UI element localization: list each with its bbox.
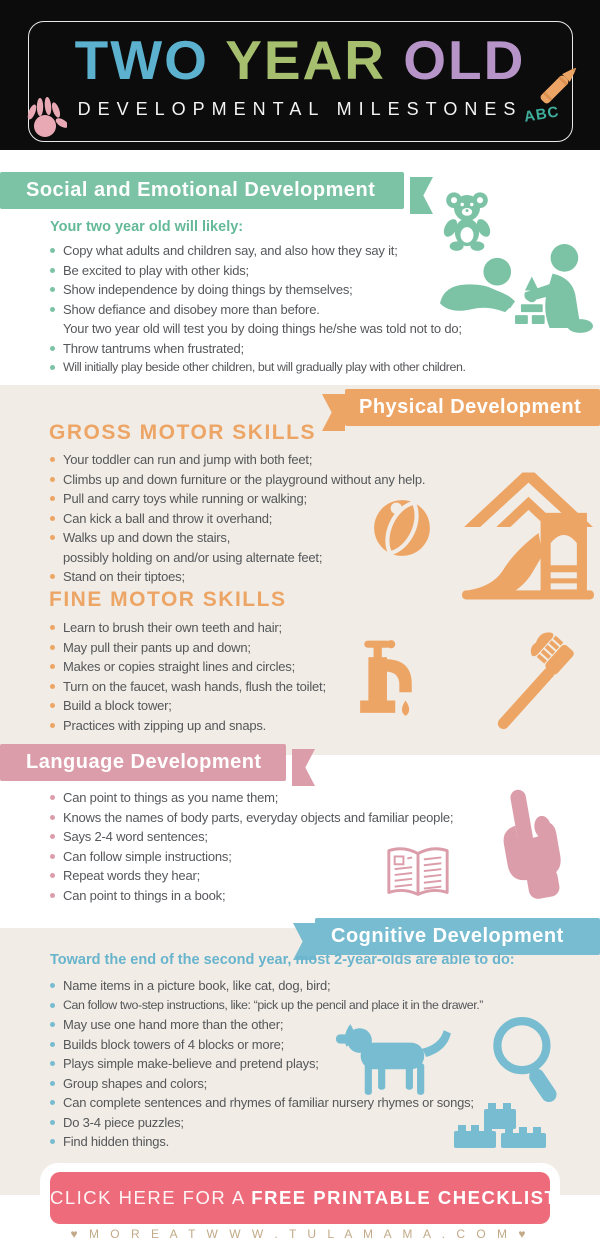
bullet-dot bbox=[50, 1120, 55, 1125]
bullet-dot bbox=[50, 723, 55, 728]
gross-motor-heading: GROSS MOTOR SKILLS bbox=[49, 421, 316, 444]
milestone-item: Do 3-4 piece puzzles; bbox=[50, 1113, 483, 1133]
bullet-dot bbox=[50, 574, 55, 579]
open-book-icon bbox=[383, 843, 453, 903]
bullet-dot bbox=[50, 983, 55, 988]
milestone-item: Can follow two-step instructions, like: “pick up the pencil and place it in the drawer.” bbox=[50, 996, 483, 1016]
bullet-dot bbox=[50, 815, 55, 820]
milestone-item: Repeat words they hear; bbox=[50, 866, 453, 886]
bullet-dot bbox=[50, 1081, 55, 1086]
bullet-dot bbox=[50, 873, 55, 878]
ribbon-fold-social bbox=[410, 177, 433, 214]
children-playing-blocks-icon bbox=[438, 240, 596, 334]
milestone-item: Show defiance and disobey more than before. bbox=[50, 300, 466, 320]
bullet-dot bbox=[50, 1100, 55, 1105]
milestone-item: Climbs up and down furniture or the playground without any help. bbox=[50, 470, 425, 490]
bullet-dot bbox=[50, 365, 55, 370]
cta-label-light: CLICK HERE FOR A bbox=[50, 1187, 252, 1208]
milestone-item: Your toddler can run and jump with both feet; bbox=[50, 450, 425, 470]
fine-motor-list bbox=[50, 618, 326, 735]
beach-ball-icon bbox=[371, 497, 433, 559]
bullet-dot bbox=[50, 1042, 55, 1047]
milestone-item: Walks up and down the stairs, bbox=[50, 528, 425, 548]
bullet-dot bbox=[50, 1003, 55, 1008]
milestone-item: Find hidden things. bbox=[50, 1132, 483, 1152]
free-printable-checklist-button[interactable] bbox=[50, 1172, 558, 1224]
website-tagline: ♥ M O R E A T W W W . T U L A M A M A . C O M ♥ bbox=[70, 1227, 530, 1241]
bullet-dot bbox=[50, 496, 55, 501]
fine-motor-heading: FINE MOTOR SKILLS bbox=[49, 588, 287, 611]
section-title-physical: Physical Development bbox=[345, 389, 600, 426]
ribbon-fold-language bbox=[292, 749, 315, 786]
bullet-dot bbox=[50, 346, 55, 351]
bullet-dot bbox=[50, 703, 55, 708]
pointing-hand-icon bbox=[494, 788, 566, 900]
bullet-dot bbox=[50, 1022, 55, 1027]
abc-doodle: ABC bbox=[522, 103, 561, 126]
page-title bbox=[0, 28, 600, 92]
bullet-dot bbox=[50, 893, 55, 898]
bullet-dot bbox=[50, 795, 55, 800]
social-intro: Your two year old will likely: bbox=[50, 219, 244, 235]
section-title-cognitive: Cognitive Development bbox=[315, 918, 600, 955]
milestone-item-continuation: Your two year old will test you by doing things he/she was told not to do; bbox=[63, 321, 462, 336]
bullet-dot bbox=[50, 248, 55, 253]
milestone-item: Can follow simple instructions; bbox=[50, 847, 453, 867]
milestone-item: Knows the names of body parts, everyday objects and familiar people; bbox=[50, 808, 453, 828]
bullet-dot bbox=[50, 1139, 55, 1144]
bullet-dot bbox=[50, 684, 55, 689]
playground-slide-icon bbox=[460, 468, 596, 600]
milestone-item: May pull their pants up and down; bbox=[50, 638, 326, 658]
milestone-item: Says 2-4 word sentences; bbox=[50, 827, 453, 847]
bullet-dot bbox=[50, 625, 55, 630]
page-subtitle: DEVELOPMENTAL MILESTONES bbox=[77, 99, 523, 119]
milestone-item: Can point to things as you name them; bbox=[50, 788, 453, 808]
milestone-item: Builds block towers of 4 blocks or more; bbox=[50, 1035, 483, 1055]
toothbrush-icon bbox=[480, 628, 592, 742]
milestone-item: Build a block tower; bbox=[50, 696, 326, 716]
dog-icon bbox=[336, 1022, 454, 1096]
handprint-icon bbox=[25, 94, 67, 142]
title-word-two: TWO bbox=[74, 29, 209, 91]
milestone-item: Practices with zipping up and snaps. bbox=[50, 716, 326, 736]
bullet-dot bbox=[50, 457, 55, 462]
cognitive-intro: Toward the end of the second year, most 2-year-olds are able to do: bbox=[50, 952, 515, 968]
milestone-item: Copy what adults and children say, and also how they say it; bbox=[50, 241, 466, 261]
milestone-item: Pull and carry toys while running or walking; bbox=[50, 489, 425, 509]
milestone-item: May use one hand more than the other; bbox=[50, 1015, 483, 1035]
bullet-dot bbox=[50, 287, 55, 292]
bullet-dot bbox=[50, 854, 55, 859]
section-title-social: Social and Emotional Development bbox=[0, 172, 404, 209]
bullet-dot bbox=[50, 664, 55, 669]
bullet-dot bbox=[50, 516, 55, 521]
milestone-item-continuation: possibly holding on and/or using alternate feet; bbox=[63, 549, 323, 565]
milestone-item: Stand on their tiptoes; bbox=[50, 567, 425, 587]
milestone-item: Can complete sentences and rhymes of familiar nursery rhymes or songs; bbox=[50, 1093, 483, 1113]
bullet-dot bbox=[50, 477, 55, 482]
milestone-item: Learn to brush their own teeth and hair; bbox=[50, 618, 326, 638]
cta-label-bold: FREE PRINTABLE CHECKLIST bbox=[251, 1187, 558, 1208]
bullet-dot bbox=[50, 1061, 55, 1066]
magnifying-glass-icon bbox=[490, 1016, 562, 1110]
milestone-item: Be excited to play with other kids; bbox=[50, 261, 466, 281]
milestone-item: Name items in a picture book, like cat, dog, bird; bbox=[50, 976, 483, 996]
title-word-old: OLD bbox=[403, 29, 526, 91]
bullet-dot bbox=[50, 268, 55, 273]
milestone-item: Can point to things in a book; bbox=[50, 886, 453, 906]
gross-motor-list bbox=[50, 450, 425, 587]
milestone-item: Turn on the faucet, wash hands, flush the toilet; bbox=[50, 677, 326, 697]
milestone-item: Group shapes and colors; bbox=[50, 1074, 483, 1094]
bullet-dot bbox=[50, 834, 55, 839]
faucet-icon bbox=[356, 640, 420, 732]
title-word-year: YEAR bbox=[225, 29, 386, 91]
bullet-dot bbox=[50, 535, 55, 540]
toy-blocks-icon bbox=[453, 1098, 547, 1148]
section-title-language: Language Development bbox=[0, 744, 286, 781]
milestone-item: Makes or copies straight lines and circles; bbox=[50, 657, 326, 677]
milestone-item: Throw tantrums when frustrated; bbox=[50, 339, 466, 359]
milestone-item: Plays simple make-believe and pretend plays; bbox=[50, 1054, 483, 1074]
bullet-dot bbox=[50, 645, 55, 650]
milestone-item: Show independence by doing things by themselves; bbox=[50, 280, 466, 300]
header-chalkboard bbox=[0, 0, 600, 150]
milestone-item: Can kick a ball and throw it overhand; bbox=[50, 509, 425, 529]
social-milestone-list bbox=[50, 241, 466, 378]
milestone-item: Will initially play beside other children, but will gradually play with other children. bbox=[50, 358, 466, 378]
bullet-dot bbox=[50, 307, 55, 312]
